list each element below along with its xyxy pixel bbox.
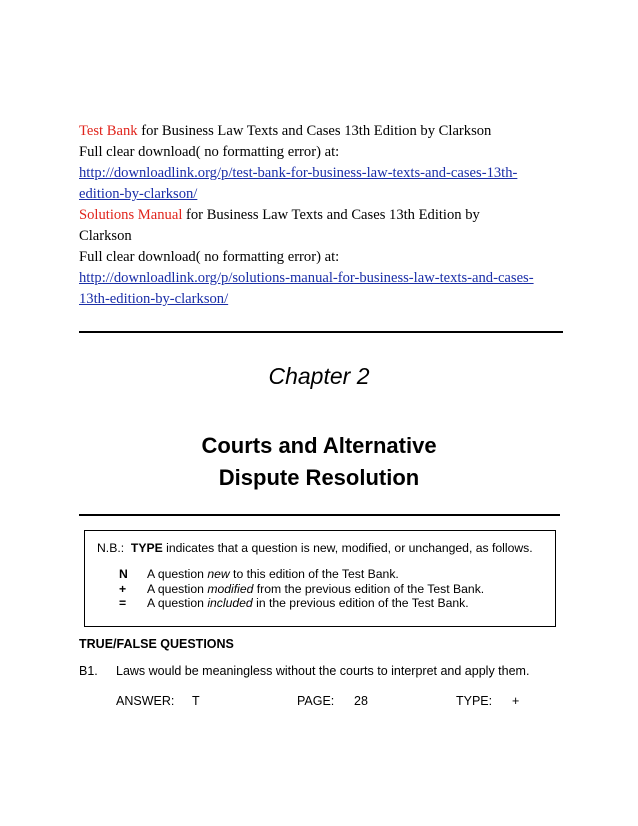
solutions-manual-link-cont[interactable]: 13th-edition-by-clarkson/ <box>79 291 229 307</box>
test-bank-link[interactable]: http://downloadlink.org/p/test-bank-for-business-law-texts-and-cases-13th- <box>79 165 518 181</box>
legend-symbol: N <box>119 567 128 581</box>
type-legend-box <box>84 530 556 627</box>
solutions-manual-line <box>79 205 579 226</box>
legend-text: in the previous edition of the Test Bank. <box>252 596 469 610</box>
test-bank-line <box>79 121 579 142</box>
answer-label: ANSWER: <box>116 694 175 708</box>
legend-item <box>119 596 484 611</box>
chapter-title-line: Dispute Resolution <box>218 465 420 490</box>
solutions-manual-text-cont: Clarkson <box>79 228 132 244</box>
type-value: + <box>512 694 520 708</box>
solutions-manual-text: for Business Law Texts and Cases 13th Edition by <box>182 207 480 223</box>
question-number: B1. <box>79 664 98 678</box>
legend-text: A question <box>147 567 208 581</box>
answer-value: T <box>192 694 200 708</box>
legend-text: A question <box>147 596 208 610</box>
page-label: PAGE: <box>297 694 335 708</box>
legend-item <box>119 567 484 582</box>
nb-prefix: N.B.: <box>97 541 125 555</box>
legend-emphasis: modified <box>207 581 254 596</box>
chapter-title <box>0 430 638 494</box>
question-text: Laws would be meaningless without the courts to interpret and apply them. <box>116 664 530 678</box>
test-bank-link-cont[interactable]: edition-by-clarkson/ <box>79 186 198 202</box>
divider <box>79 514 560 516</box>
divider <box>79 331 563 333</box>
download-note: Full clear download( no formatting error) at: <box>79 144 340 160</box>
legend-symbol: = <box>119 596 127 610</box>
nb-explanation: indicates that a question is new, modified, or unchanged, as follows. <box>162 541 533 555</box>
solutions-manual-link[interactable]: http://downloadlink.org/p/solutions-manual-for-business-law-texts-and-cases- <box>79 270 534 286</box>
legend-symbol: + <box>119 581 127 596</box>
test-bank-label: Test Bank <box>79 123 138 139</box>
section-heading: TRUE/FALSE QUESTIONS <box>79 637 234 651</box>
download-promo <box>79 121 579 310</box>
legend-text: to this edition of the Test Bank. <box>229 567 399 581</box>
question-item <box>79 664 529 678</box>
download-note: Full clear download( no formatting error) at: <box>79 249 340 265</box>
legend-item <box>119 582 484 597</box>
chapter-heading: Chapter 2 <box>268 363 370 389</box>
legend-text: from the previous edition of the Test Bank. <box>253 581 485 596</box>
type-keyword: TYPE <box>130 541 163 555</box>
legend-list <box>119 567 484 611</box>
type-label: TYPE: <box>456 694 493 708</box>
legend-emphasis: new <box>207 567 230 581</box>
page-value: 28 <box>354 694 368 708</box>
legend-text: A question <box>147 581 208 596</box>
legend-emphasis: included <box>207 596 253 610</box>
legend-intro <box>97 541 533 555</box>
chapter-title-line: Courts and Alternative <box>201 433 437 458</box>
solutions-manual-label: Solutions Manual <box>79 207 183 223</box>
test-bank-text: for Business Law Texts and Cases 13th Edition by Clarkson <box>137 123 492 139</box>
